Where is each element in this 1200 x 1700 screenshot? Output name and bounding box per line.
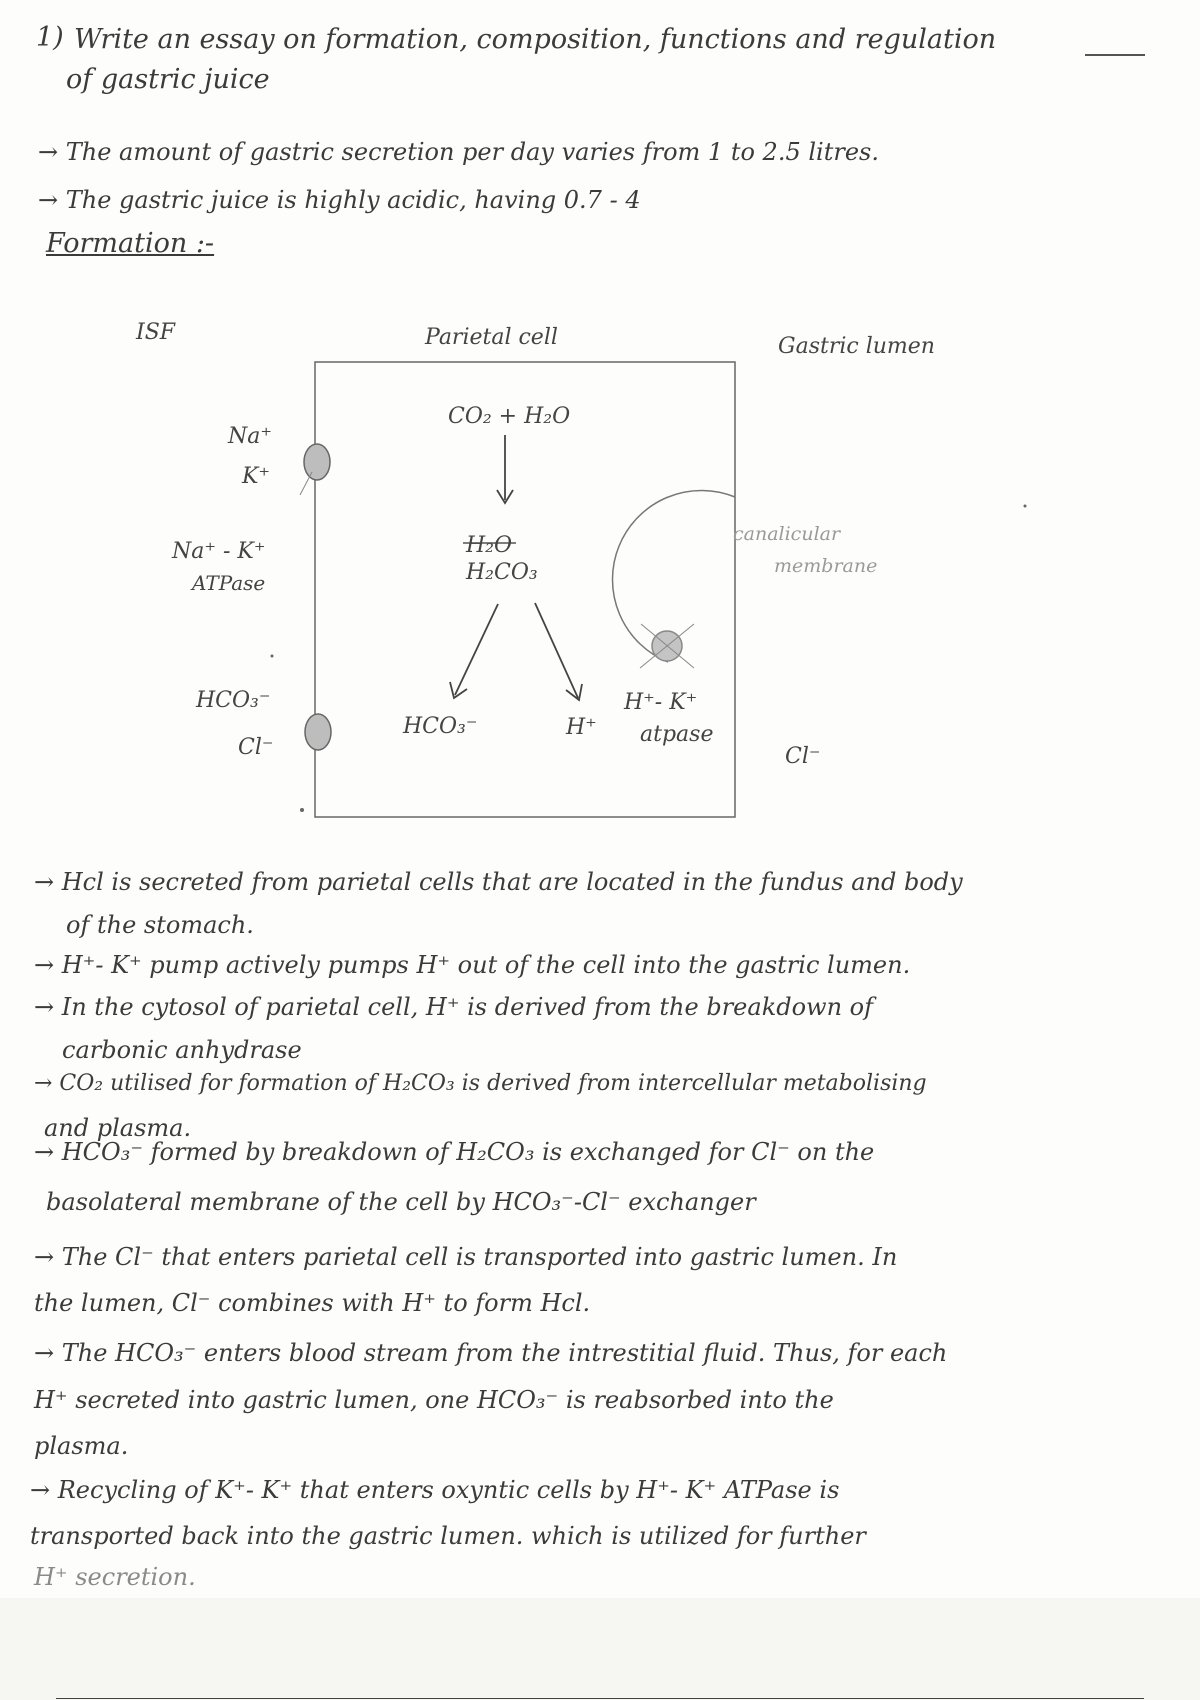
na-k-atpase-transporter: [304, 444, 330, 480]
note-line: → CO₂ utilised for formation of H₂CO₃ is derived from intercellular metabolising: [34, 1071, 927, 1096]
proton-label: H⁺: [566, 715, 597, 740]
isf-bicarbonate-label: HCO₃⁻: [196, 688, 271, 713]
note-line: H⁺ secretion.: [34, 1563, 196, 1591]
h-k-pump-label-2: atpase: [640, 722, 714, 747]
na-k-pump-label-2: ATPase: [192, 571, 266, 595]
lumen-chloride-label: Cl⁻: [785, 744, 821, 769]
gastric-lumen-label: Gastric lumen: [778, 334, 935, 359]
pencil-dot: [271, 655, 274, 658]
isf-label: ISF: [136, 320, 176, 345]
note-line: of the stomach.: [66, 911, 254, 939]
arrow-to-proton: [535, 603, 578, 698]
note-line: plasma.: [34, 1432, 129, 1460]
pencil-dot: [300, 808, 304, 812]
parietal-cell-boundary: [315, 362, 735, 817]
potassium-ion-label: K⁺: [242, 464, 271, 489]
note-line: → The HCO₃⁻ enters blood stream from the intrestitial fluid. Thus, for each: [34, 1339, 948, 1367]
parietal-cell-label: Parietal cell: [425, 325, 558, 350]
sodium-ion-label: Na⁺: [228, 424, 272, 449]
note-line: → Hcl is secreted from parietal cells that are located in the fundus and body: [34, 868, 963, 896]
arrow-to-bicarbonate: [455, 604, 498, 695]
bottom-rule: [56, 1698, 1144, 1699]
note-line: the lumen, Cl⁻ combines with H⁺ to form Hcl.: [34, 1289, 591, 1317]
question-line-1: Write an essay on formation, composition, functions and regulation: [74, 24, 997, 55]
note-line: → In the cytosol of parietal cell, H⁺ is derived from the breakdown of: [34, 993, 874, 1021]
note-line: → HCO₃⁻ formed by breakdown of H₂CO₃ is exchanged for Cl⁻ on the: [34, 1138, 875, 1166]
struck-label: H₂O: [466, 533, 513, 558]
canalicular-label: canalicular: [733, 523, 841, 545]
note-line: carbonic anhydrase: [62, 1036, 302, 1064]
pencil-dot: [1024, 505, 1027, 508]
h-k-pump-label: H⁺- K⁺: [624, 690, 698, 715]
note-line: → H⁺- K⁺ pump actively pumps H⁺ out of the cell into the gastric lumen.: [34, 951, 911, 979]
isf-chloride-label: Cl⁻: [238, 735, 274, 760]
canalicular-label-2: membrane: [774, 555, 878, 577]
intro-line: → The amount of gastric secretion per day varies from 1 to 2.5 litres.: [38, 138, 879, 166]
bicarbonate-label: HCO₃⁻: [403, 714, 478, 739]
note-line: → The Cl⁻ that enters parietal cell is transported into gastric lumen. In: [34, 1243, 898, 1271]
note-line: transported back into the gastric lumen. which is utilized for further: [30, 1522, 866, 1550]
note-line: and plasma.: [44, 1114, 192, 1142]
formation-heading: Formation :-: [46, 228, 215, 259]
question-number: 1): [36, 22, 64, 53]
page-bottom-band: [0, 1598, 1200, 1700]
note-line: basolateral membrane of the cell by HCO₃⁻-Cl⁻ exchanger: [46, 1188, 756, 1216]
arrow-to-bicarbonate-head: [450, 682, 467, 698]
arrow-to-proton-head: [566, 684, 582, 700]
na-k-pump-label: Na⁺ - K⁺: [172, 539, 266, 564]
hco3-cl-exchanger: [305, 714, 331, 750]
intro-line: → The gastric juice is highly acidic, having 0.7 - 4: [38, 186, 641, 214]
question-line-2: of gastric juice: [66, 64, 270, 95]
reactant-label: CO₂ + H₂O: [448, 404, 571, 429]
carbonic-acid-label: H₂CO₃: [466, 560, 538, 585]
note-line: H⁺ secreted into gastric lumen, one HCO₃⁻ is reabsorbed into the: [34, 1386, 834, 1414]
note-line: → Recycling of K⁺- K⁺ that enters oxyntic cells by H⁺- K⁺ ATPase is: [30, 1476, 840, 1504]
transporter-pointer: [300, 472, 312, 495]
